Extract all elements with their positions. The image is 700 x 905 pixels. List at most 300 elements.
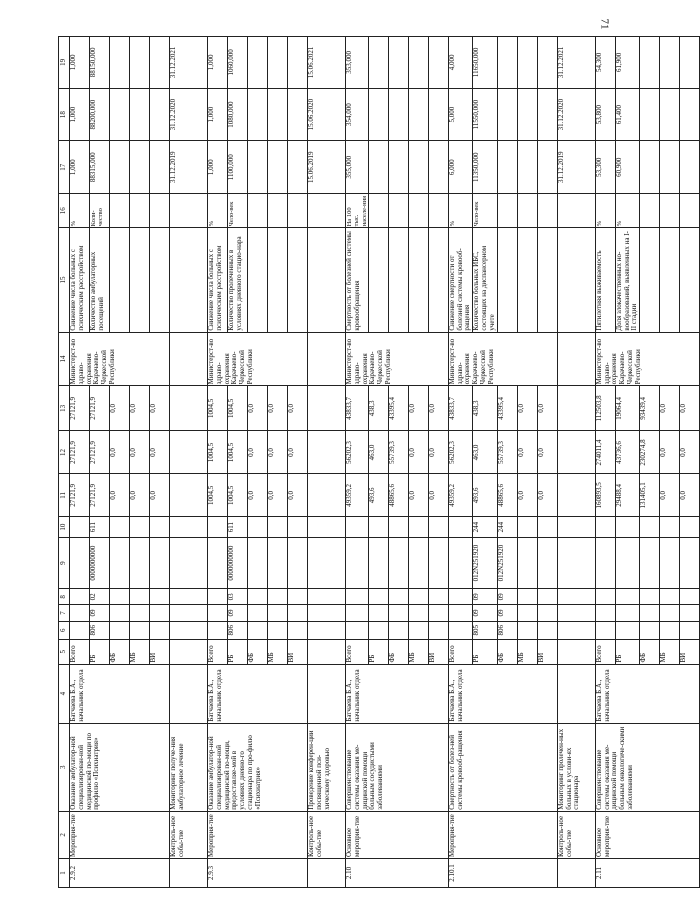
executor: Министерст-во здраво-охранения Карачаево-Черкесской Республики	[208, 332, 308, 386]
indicator-value	[680, 141, 700, 194]
budget-code	[517, 537, 537, 589]
budget-code	[110, 537, 130, 589]
indicator-value: 53,800	[595, 88, 615, 141]
indicator-value	[150, 88, 170, 141]
control-event-row	[170, 37, 208, 888]
budget-code: 012N251920	[497, 537, 517, 589]
indicator-value	[497, 37, 517, 89]
amount: 0,0	[110, 431, 130, 474]
amount: 29488,4	[615, 474, 639, 517]
amount: 1004,5	[228, 474, 248, 517]
item-name: Оказание амбулатор-ной специализирован-ной медицинской по-мощи по профилю «Психиатрия»	[70, 723, 170, 811]
indicator-value: 1,000	[208, 88, 228, 141]
table-row	[346, 37, 369, 888]
budget-code	[110, 605, 130, 621]
budget-code	[680, 621, 700, 639]
item-number: 2.11	[595, 859, 699, 888]
amount: 43395,4	[388, 386, 408, 431]
budget-code	[288, 621, 308, 639]
budget-code	[615, 517, 639, 537]
indicator-value	[428, 37, 448, 89]
funding-source: РБ	[228, 639, 248, 664]
indicator-name	[660, 228, 680, 332]
budget-code	[150, 537, 170, 589]
indicator-value: 11550,000	[473, 88, 497, 141]
column-number: 3	[59, 723, 70, 811]
indicator-value: 354,000	[346, 88, 369, 141]
budget-code	[640, 605, 660, 621]
amount: 0,0	[537, 474, 557, 517]
budget-code	[268, 537, 288, 589]
funding-source: ФБ	[248, 639, 268, 664]
budget-code	[150, 517, 170, 537]
column-number: 2	[59, 811, 70, 858]
executor: Министерст-во здраво-охранения Карачаево-Черкесской Республики	[448, 332, 557, 386]
budget-code	[268, 589, 288, 605]
indicator-unit: На 100 тыс. населе-ния	[346, 194, 369, 228]
budget-code	[408, 537, 428, 589]
empty-cell	[308, 332, 346, 386]
budget-code	[408, 589, 428, 605]
amount: 56202,3	[346, 431, 369, 474]
budget-code	[70, 621, 90, 639]
budget-code	[248, 589, 268, 605]
budget-code	[388, 605, 408, 621]
program-table	[58, 36, 700, 888]
column-number: 11	[59, 474, 70, 517]
control-date: 31.12.2021	[557, 37, 595, 89]
table-row	[70, 37, 90, 888]
empty-cell	[308, 517, 346, 537]
indicator-unit	[660, 194, 680, 228]
item-type: Мероприя-тие	[208, 811, 308, 858]
indicator-value	[388, 37, 408, 89]
amount: 43833,7	[448, 386, 472, 431]
amount: 49359,2	[448, 474, 472, 517]
budget-code	[208, 517, 228, 537]
indicator-value	[368, 37, 388, 89]
indicator-name	[640, 228, 660, 332]
empty-cell	[308, 537, 346, 589]
amount: 43736,6	[615, 431, 639, 474]
amount: 55739,3	[388, 431, 408, 474]
amount: 27121,9	[90, 474, 110, 517]
indicator-name	[517, 228, 537, 332]
budget-code	[660, 537, 680, 589]
empty-cell	[308, 621, 346, 639]
funding-source: ФБ	[497, 639, 517, 664]
empty-cell	[557, 194, 595, 228]
control-date: 15.06.2019	[308, 141, 346, 194]
amount: 0,0	[660, 474, 680, 517]
amount: 0,0	[537, 431, 557, 474]
indicator-value	[268, 141, 288, 194]
amount: 0,0	[110, 474, 130, 517]
budget-code	[448, 589, 472, 605]
empty-cell	[308, 431, 346, 474]
empty-cell	[557, 537, 595, 589]
indicator-value: 5,000	[448, 88, 472, 141]
budget-code	[288, 517, 308, 537]
indicator-value	[150, 37, 170, 89]
budget-code	[408, 621, 428, 639]
column-number: 16	[59, 194, 70, 228]
empty-cell	[557, 517, 595, 537]
amount: 0,0	[517, 474, 537, 517]
amount: 493,6	[368, 474, 388, 517]
budget-code	[110, 589, 130, 605]
indicator-value	[288, 88, 308, 141]
budget-code	[615, 621, 639, 639]
empty-cell	[170, 474, 208, 517]
amount: 438,3	[473, 386, 497, 431]
indicator-value	[130, 37, 150, 89]
indicator-unit	[537, 194, 557, 228]
indicator-value	[368, 88, 388, 141]
indicator-value	[248, 37, 268, 89]
indicator-value	[110, 88, 130, 141]
amount: 0,0	[150, 386, 170, 431]
budget-code	[595, 589, 615, 605]
indicator-name: Снижение числа больных с психическим расстройством	[208, 228, 228, 332]
item-number: 2.9.3	[208, 859, 308, 888]
empty-cell	[557, 228, 595, 332]
executor: Министерст-во здраво-охранения Карачаево-Черкесской Республики	[70, 332, 170, 386]
indicator-value: 60,900	[615, 141, 639, 194]
budget-code	[388, 589, 408, 605]
empty-cell	[557, 605, 595, 621]
budget-code	[640, 589, 660, 605]
item-type: Контроль-ное собы-тие	[170, 811, 208, 858]
indicator-value: 353,000	[346, 37, 369, 89]
amount: 230274,8	[640, 431, 660, 474]
empty-cell	[170, 386, 208, 431]
amount: 27121,9	[90, 431, 110, 474]
empty-cell	[170, 194, 208, 228]
indicator-unit: %	[70, 194, 90, 228]
funding-source: МБ	[408, 639, 428, 664]
indicator-value	[408, 141, 428, 194]
item-type: Контроль-ное собы-тие	[557, 811, 595, 858]
amount: 27121,9	[90, 386, 110, 431]
budget-code	[517, 605, 537, 621]
budget-code: 611	[90, 517, 110, 537]
budget-code	[110, 517, 130, 537]
amount: 0,0	[537, 386, 557, 431]
executor: Министерст-во здраво-охранения Карачаево-Черкесской Республики	[346, 332, 449, 386]
amount: 463,0	[473, 431, 497, 474]
amount: 438,3	[368, 386, 388, 431]
funding-source: ВИ	[680, 639, 700, 664]
amount: 55739,3	[497, 431, 517, 474]
amount: 0,0	[680, 474, 700, 517]
budget-code	[537, 589, 557, 605]
budget-code: 09	[473, 589, 497, 605]
indicator-unit	[248, 194, 268, 228]
item-name: Совершенствование системы оказания ме-дицинской помощи больным сосудистыми заболеваниями	[346, 723, 449, 811]
budget-code	[537, 605, 557, 621]
budget-code	[130, 537, 150, 589]
budget-code	[615, 537, 639, 589]
empty-cell	[557, 589, 595, 605]
table-row	[208, 37, 228, 888]
empty-cell	[308, 228, 346, 332]
empty-cell	[170, 431, 208, 474]
amount: 0,0	[428, 386, 448, 431]
empty-cell	[170, 589, 208, 605]
item-name: Смертность от болез-ней системы кровооб-ращения	[448, 723, 557, 811]
indicator-value: 1060,000	[228, 37, 248, 89]
amount: 49359,2	[346, 474, 369, 517]
budget-code: 012N251920	[473, 537, 497, 589]
indicator-value	[428, 88, 448, 141]
indicator-unit	[268, 194, 288, 228]
empty-cell	[170, 621, 208, 639]
indicator-unit	[640, 194, 660, 228]
amount: 0,0	[408, 474, 428, 517]
budget-code: 806	[90, 621, 110, 639]
funding-source: ФБ	[110, 639, 130, 664]
budget-code	[346, 621, 369, 639]
empty-cell	[308, 474, 346, 517]
page-number: 71	[598, 18, 611, 30]
empty-cell	[308, 589, 346, 605]
budget-code: 0000000000	[90, 537, 110, 589]
funding-source: МБ	[268, 639, 288, 664]
empty-cell	[308, 386, 346, 431]
budget-code: 09	[228, 605, 248, 621]
indicator-unit	[680, 194, 700, 228]
budget-code: 09	[497, 589, 517, 605]
item-name: Мониторинг получе-ния амбулаторное лечение	[170, 723, 208, 811]
indicator-name: Пятилетняя выживаемость	[595, 228, 615, 332]
budget-code	[208, 621, 228, 639]
budget-code	[595, 605, 615, 621]
budget-code	[70, 605, 90, 621]
control-event-row	[308, 37, 346, 888]
empty-cell	[170, 537, 208, 589]
budget-code	[70, 537, 90, 589]
indicator-value: 88315,000	[90, 141, 110, 194]
column-number: 18	[59, 88, 70, 141]
responsible-person: Батчаева Б.А., начальник отдела	[346, 664, 449, 723]
indicator-value: 1,000	[70, 37, 90, 89]
column-number: 9	[59, 537, 70, 589]
indicator-name	[288, 228, 308, 332]
amount: 160893,5	[595, 474, 615, 517]
item-name: Совершенствование системы оказания ме-дицинской помощи больным онкологиче-скими заболеваниями	[595, 723, 699, 811]
budget-code	[268, 517, 288, 537]
budget-code	[388, 517, 408, 537]
indicator-unit: %	[595, 194, 615, 228]
budget-code	[288, 537, 308, 589]
indicator-value	[268, 37, 288, 89]
rotated-page	[58, 36, 688, 888]
budget-code	[346, 589, 369, 605]
indicator-value: 61,400	[615, 88, 639, 141]
column-number-row	[59, 37, 70, 888]
indicator-value	[288, 141, 308, 194]
amount: 0,0	[660, 431, 680, 474]
indicator-name: Снижение числа больных с психическим расстройством	[70, 228, 90, 332]
empty-cell	[308, 664, 346, 723]
budget-code: 03	[228, 589, 248, 605]
amount: 274011,4	[595, 431, 615, 474]
funding-source: Всего	[70, 639, 90, 664]
budget-code	[640, 537, 660, 589]
indicator-value	[660, 88, 680, 141]
item-number	[308, 859, 346, 888]
item-type: Контроль-ное собы-тие	[308, 811, 346, 858]
indicator-unit	[130, 194, 150, 228]
budget-code	[660, 517, 680, 537]
indicator-value	[497, 88, 517, 141]
item-type: Основное мероприя-тие	[595, 811, 699, 858]
amount: 0,0	[288, 474, 308, 517]
funding-source: ФБ	[388, 639, 408, 664]
amount: 43395,4	[497, 386, 517, 431]
budget-code	[448, 537, 472, 589]
budget-code	[680, 605, 700, 621]
amount: 0,0	[680, 386, 700, 431]
indicator-name	[130, 228, 150, 332]
column-number: 17	[59, 141, 70, 194]
budget-code: 09	[473, 605, 497, 621]
budget-code	[150, 605, 170, 621]
indicator-value	[248, 141, 268, 194]
indicator-value	[130, 88, 150, 141]
indicator-value: 1100,000	[228, 141, 248, 194]
budget-code	[368, 605, 388, 621]
funding-source: РБ	[90, 639, 110, 664]
amount: 0,0	[130, 474, 150, 517]
budget-code	[208, 537, 228, 589]
control-date: 31.12.2019	[557, 141, 595, 194]
column-number: 15	[59, 228, 70, 332]
budget-code	[288, 589, 308, 605]
amount: 131405,1	[640, 474, 660, 517]
budget-code	[288, 605, 308, 621]
budget-code	[248, 621, 268, 639]
budget-code	[448, 517, 472, 537]
funding-source: Всего	[595, 639, 615, 664]
budget-code: 806	[228, 621, 248, 639]
empty-cell	[557, 386, 595, 431]
indicator-name: Доля злокачественных но-вообразований, выявленных на I-II стадии	[615, 228, 639, 332]
budget-code	[368, 537, 388, 589]
indicator-name	[497, 228, 517, 332]
item-number: 2.9.2	[70, 859, 170, 888]
budget-code	[208, 605, 228, 621]
item-type: Мероприя-тие	[70, 811, 170, 858]
budget-code	[448, 605, 472, 621]
amount: 0,0	[408, 386, 428, 431]
item-type: Мероприя-тие	[448, 811, 557, 858]
indicator-value: 88200,000	[90, 88, 110, 141]
indicator-name: Количество амбулаторных посещений	[90, 228, 110, 332]
budget-code	[428, 621, 448, 639]
indicator-value: 1,000	[70, 141, 90, 194]
amount: 0,0	[248, 474, 268, 517]
budget-code: 09	[497, 605, 517, 621]
column-number: 7	[59, 605, 70, 621]
empty-cell	[170, 639, 208, 664]
funding-source: Всего	[346, 639, 369, 664]
budget-code: 244	[497, 517, 517, 537]
empty-cell	[308, 194, 346, 228]
indicator-unit: Чело-век	[473, 194, 497, 228]
indicator-value	[110, 37, 130, 89]
budget-code	[248, 537, 268, 589]
indicator-unit	[150, 194, 170, 228]
amount: 1004,5	[208, 386, 228, 431]
budget-code	[517, 621, 537, 639]
indicator-value	[660, 37, 680, 89]
control-date: 31.12.2021	[170, 37, 208, 89]
amount: 1004,5	[228, 431, 248, 474]
budget-code	[428, 605, 448, 621]
indicator-value: 1,000	[208, 141, 228, 194]
amount: 0,0	[517, 386, 537, 431]
budget-code	[346, 537, 369, 589]
funding-source: РБ	[615, 639, 639, 664]
empty-cell	[557, 332, 595, 386]
indicator-name	[428, 228, 448, 332]
amount: 0,0	[680, 431, 700, 474]
budget-code	[346, 605, 369, 621]
budget-code	[537, 537, 557, 589]
indicator-value	[640, 141, 660, 194]
indicator-value: 54,300	[595, 37, 615, 89]
budget-code	[408, 605, 428, 621]
amount: 0,0	[408, 431, 428, 474]
item-number	[170, 859, 208, 888]
indicator-value: 355,000	[346, 141, 369, 194]
indicator-value	[288, 37, 308, 89]
budget-code: 805	[473, 621, 497, 639]
empty-cell	[170, 332, 208, 386]
indicator-name: Количество больных ИБС, состоящих на диспансерном учете	[473, 228, 497, 332]
indicator-name	[368, 228, 388, 332]
indicator-value	[537, 37, 557, 89]
indicator-value	[660, 141, 680, 194]
budget-code	[130, 589, 150, 605]
indicator-name	[537, 228, 557, 332]
amount: 0,0	[248, 386, 268, 431]
indicator-value	[248, 88, 268, 141]
empty-cell	[308, 639, 346, 664]
amount: 0,0	[288, 386, 308, 431]
amount: 0,0	[248, 431, 268, 474]
amount: 0,0	[130, 431, 150, 474]
budget-code	[595, 517, 615, 537]
indicator-value	[428, 141, 448, 194]
budget-code	[208, 589, 228, 605]
indicator-value	[408, 37, 428, 89]
amount: 0,0	[428, 474, 448, 517]
budget-code	[517, 517, 537, 537]
amount: 43833,7	[346, 386, 369, 431]
budget-code	[537, 621, 557, 639]
budget-code	[346, 517, 369, 537]
funding-source: МБ	[130, 639, 150, 664]
column-number: 14	[59, 332, 70, 386]
budget-code	[660, 605, 680, 621]
amount: 0,0	[268, 474, 288, 517]
budget-code	[428, 589, 448, 605]
indicator-value	[388, 88, 408, 141]
budget-code	[517, 589, 537, 605]
